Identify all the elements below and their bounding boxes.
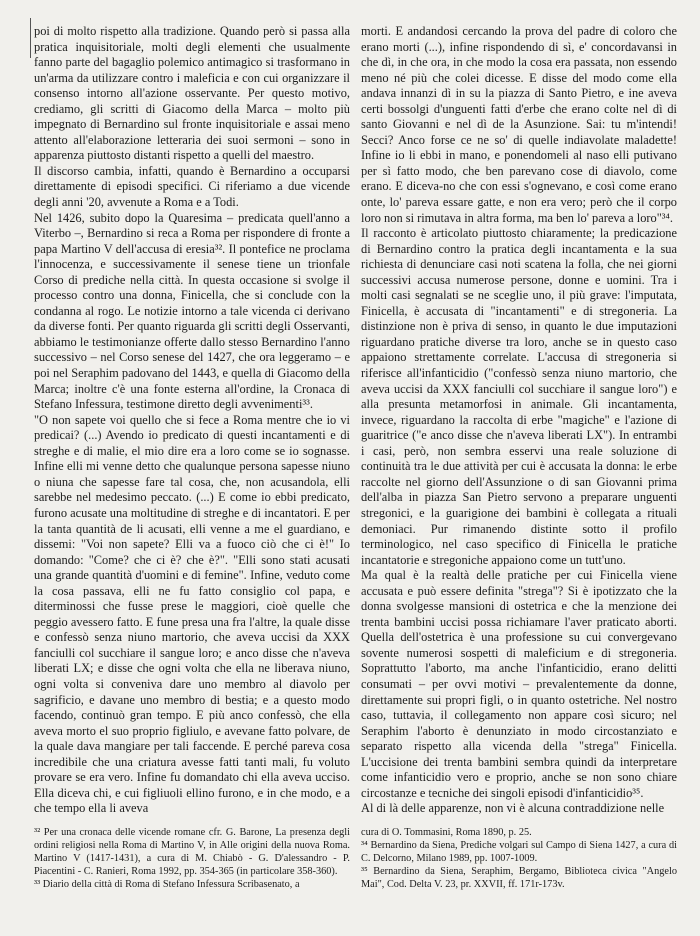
footnote: cura di O. Tommasini, Roma 1890, p. 25. — [361, 827, 532, 838]
footnotes-left — [34, 826, 350, 891]
paragraph: Nel 1426, subito dopo la Quaresima – predicata quell'anno a Viterbo –, Bernardino si reca a Roma per rispondere di fronte a papa Martino V dell'accusa di eresia³². Il pontefice ne proclama l'innocenza, e successivamente il senese tiene un trionfale Corso di prediche nella città. In questa occasione si svolge il processo contro una donna, Finicella, che si conclude con la condanna al rogo. Le notizie intorno a tale vicenda ci derivano da diverse fonti. Per quanto riguarda gli scritti degli Osservanti, abbiamo le testimonianze offerte dallo stesso Bernardino l'anno successivo – nel Corso senese del 1427, che ora leggeramo – e poi nel Seraphim padovano del 1443, e quella di Giacomo della Marca; inoltre c'è una fonte esterna all'ordine, la Cronaca di Stefano Infessura, testimone diretto degli avvenimenti³³. — [34, 210, 350, 412]
quotation: "O non sapete voi quello che si fece a Roma mentre che io vi predicai? (...) Avendo io predicato di questi incantamenti e di streghe e di malie, el mio dire era a loro come se io sognasse. Infine elli mi venne detto che qualunque persona sapesse niuno o niuna che sapesse fare tal cosa, che, non acusandola, elli sarebbe nel medesimo peccato. (...) E come io ebbi predicato, furono acusate una moltitudine di streghe e di incantatori. E per la tanta quantità de li acusati, elli venne a me el guardiano, e dissemi: "Voi non sapete? Elli va a fuoco ciò che ci è!" Io domando: "Come? che ci è? che è?". "Elli sono stati acusati una grande quantità d'uomini e di femine". Infine, veduto come la cosa passava, elli ne fu fatto consiglio col papa, e diterminossi che fusse prese le maggiori, cioè quelle che peggio avessero fatto. E fune presa una fra l'altre, la quale disse e confessò senza niuno martorio, che aveva uccisi da XXX fanciulli col succhiare il sangue loro; e anco disse che n'aveva liberati LX; e disse che ogni volta che ella ne liberava niuno, ogni volta si conveniva dare uno membro al diavolo per sagrificio, e davane uno membro di bestia; e a questo modo facendo, continuò gran tempo. E più anco confessò, che ella aveva morto el suo proprio figliulo, e avevane fatto polvare, de la quale dava mangiare per tali faccende. E perché pareva cosa incredibile che una criatura avesse fatti tanti mali, fu voluto provare se era vero. Infine fu domandato chi ella aveva ucciso. Ella diceva chi, e cui figliuoli ellino furono, e in che modo, e a che tempo ella li aveva — [34, 412, 350, 816]
right-column — [361, 24, 677, 817]
footnote-separator — [34, 798, 666, 799]
footnote: ³³ Diario della città di Roma di Stefano Infessura Scribasenato, a — [34, 879, 300, 891]
paragraph: Il racconto è articolato piuttosto chiaramente; la predicazione di Bernardino contro la pratica degli incantamenta e la sua richiesta di denunciare casi noti scatena la folla, che nei giorni successivi accusa numerose persone, donne e uomini. Tra i molti casi segnalati se ne sceglie uno, il più grave: l'imputata, Finicella, è accusata di "incantamenti" e di stregoneria. La distinzione non è priva di senso, in quanto le due imputazioni riguardano pratiche diverse tra loro, anche se in questo caso appaiono strettamente correlate. L'accusa di stregoneria si riferisce all'infanticidio ("confessò senza niuno martorio, che aveva uccisi da XXX fanciulli col succhiare il sangue loro") e alla presunta metamorfosi in animale. Gli incantamenta, invece, riguardano la raccolta di erbe "magiche" e l'azione di guaritrice ("e anco disse che n'aveva liberati LX"). In entrambi i casi, però, non sembra esservi una reale soluzione di continuità tra le due attività per cui è accusata la donna: le erbe raccolte nel giorno dell'Assunzione o di san Giovanni prima dell'alba in piazza San Pietro servono a preparare unguenti stregonici, e la guarigione dei bambini è collegata a rituali demoniaci. Pur rimanendo distinte sotto il profilo terminologico, nel caso specifico di Finicella le pratiche incantatorie e stregoniche appaiono come un tutt'uno. — [361, 226, 677, 567]
paragraph: Il discorso cambia, infatti, quando è Bernardino a occuparsi direttamente di episodi specifici. Ci riferiamo a due vicende degli anni '20, avvenute a Roma e a Todi. — [34, 163, 350, 210]
left-column — [34, 24, 350, 817]
margin-mark — [30, 18, 31, 58]
paragraph: Al di là delle apparenze, non vi è alcuna contraddizione nelle — [361, 801, 665, 816]
footnote: ³² Per una cronaca delle vicende romane cfr. G. Barone, La presenza degli ordini religiosi nella Roma di Martino V, in Alle origini della nuova Roma. Martino V (1417-1431), a cura di M. Chiabò - G. D'alessandro - P. Piacentini - C. Ranieri, Roma 1992, pp. 354-365 (in particolare 358-360). — [34, 827, 350, 878]
paragraph: poi di molto rispetto alla tradizione. Quando però si passa alla pratica inquisitoriale, molti degli elementi che usualmente fanno parte del bagaglio polemico antimagico si trasformano in un'arma da utilizzare contro i maleficia e con cui organizzare il consenso intorno all'azione osservante. Per questo motivo, crediamo, gli scritti di Giacomo della Marca – molto più impegnato di Bernardino sul fronte inquisitoriale e assai meno attento all'elaborazione letteraria dei suoi sermoni – sono in apparenza piuttosto distanti rispetto a quelli del maestro. — [34, 24, 350, 163]
footnotes-right — [361, 826, 677, 891]
footnote: ³⁵ Bernardino da Siena, Seraphim, Bergamo, Biblioteca civica "Angelo Mai", Cod. Delta V. 23, pr. XXVII, ff. 171r-173v. — [361, 866, 677, 891]
paragraph: Ma qual è la realtà delle pratiche per cui Finicella viene accusata e può essere definita "strega"? Si è ipotizzato che la donna svolgesse mansioni di ostetrica e che la menzione dei trenta bambini uccisi possa richiamare l'aver praticato aborti. Quella dell'ostetrica è una professione su cui convergevano sovente numerosi sospetti di maleficium e di stregoneria. Soprattutto l'aborto, ma anche l'infanticidio, erano delitti consumati – per ovvi motivi – prevalentemente da donne, direttamente sui propri figli, o in quanto ostetriche. Nel nostro caso, tuttavia, il collegamento non appare così sicuro; nel Seraphim l'aborto è denunziato in modo circostanziato e separato rispetto alla vicenda della "strega" Finicella. L'uccisione dei trenta bambini sembra quindi da interpretare come infanticidio vero e proprio, anche se non sono chiare circostanze e tecniche dei singoli episodi d'infanticidio³⁵. — [361, 568, 677, 800]
quotation-end: morti. E andandosi cercando la prova del padre di coloro che erano morti (...), infine rispondendo di sì, e' concordavansi in che dì, in che ora, in che modo la cosa era passata, non essendo meno né più che colei dicesse. E disse del modo come ella andava innanzi dì in su la piazza di Santo Pietro, e ine aveva certi bossolgi d'unguenti fatti d'erbe che erano colte nel dì di santo Giovanni e nel dì de la Asunzione. Sai: tu m'intendi! Secci? Anco forse ce ne so' di quelle indiavolate maladette! Infine io li ebbi in mano, e ponendomeli al naso elli putivano per sì fatto modo, che ben parevano cose di diavolo, come erano. E diceva-no che con essi s'ognevano, e così come erano onte, lo' pareva essare gatte, e non era vero; però che il corpo loro non si rimutava in altra forma, ma ben lo' pareva a loro"³⁴. — [361, 24, 677, 225]
footnote: ³⁴ Bernardino da Siena, Prediche volgari sul Campo di Siena 1427, a cura di C. Delcorno, Milano 1989, pp. 1007-1009. — [361, 840, 677, 865]
